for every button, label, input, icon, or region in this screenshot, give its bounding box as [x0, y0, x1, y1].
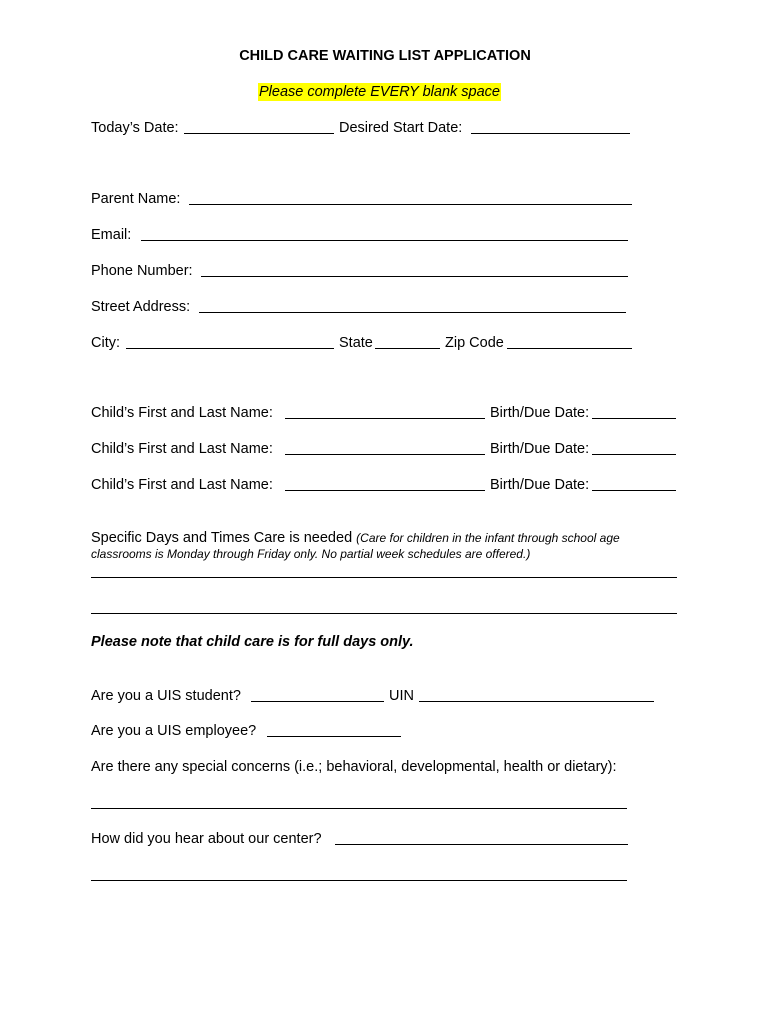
email-label: Email:	[91, 227, 132, 243]
start-date-label: Desired Start Date:	[339, 120, 463, 136]
complete-notice: Please complete EVERY blank space	[259, 84, 500, 100]
schedule-field-line2[interactable]	[91, 613, 677, 614]
child-name-label: Child’s First and Last Name:	[91, 405, 273, 421]
special-concerns-field[interactable]	[91, 808, 627, 809]
special-concerns-label: Are there any special concerns (i.e.; behavioral, developmental, health or dietary):	[91, 759, 617, 775]
start-date-field[interactable]	[471, 133, 630, 134]
phone-label: Phone Number:	[91, 263, 193, 279]
schedule-note-line2: classrooms is Monday through Friday only. No partial week schedules are offered.)	[91, 547, 531, 561]
state-field[interactable]	[375, 348, 440, 349]
uis-student-label: Are you a UIS student?	[91, 688, 241, 704]
state-label: State	[339, 335, 373, 351]
phone-field[interactable]	[201, 276, 628, 277]
child-birth-label: Birth/Due Date:	[490, 441, 590, 457]
child-birth-label: Birth/Due Date:	[490, 405, 590, 421]
email-field[interactable]	[141, 240, 628, 241]
child-birth-field[interactable]	[592, 454, 676, 455]
child-name-field[interactable]	[285, 418, 485, 419]
schedule-field-line1[interactable]	[91, 577, 677, 578]
city-field[interactable]	[126, 348, 334, 349]
child-name-field[interactable]	[285, 454, 485, 455]
uin-field[interactable]	[419, 701, 654, 702]
todays-date-label: Today’s Date:	[91, 120, 179, 136]
parent-name-field[interactable]	[189, 204, 632, 205]
zip-field[interactable]	[507, 348, 632, 349]
child-birth-field[interactable]	[592, 418, 676, 419]
child-name-field[interactable]	[285, 490, 485, 491]
schedule-label: Specific Days and Times Care is needed	[91, 530, 353, 546]
hear-about-field[interactable]	[335, 844, 628, 845]
todays-date-field[interactable]	[184, 133, 334, 134]
street-label: Street Address:	[91, 299, 191, 315]
parent-name-label: Parent Name:	[91, 191, 181, 207]
child-birth-field[interactable]	[592, 490, 676, 491]
hear-about-field-line2[interactable]	[91, 880, 627, 881]
form-title: CHILD CARE WAITING LIST APPLICATION	[239, 48, 531, 64]
child-name-label: Child’s First and Last Name:	[91, 477, 273, 493]
uis-employee-field[interactable]	[267, 736, 401, 737]
street-field[interactable]	[199, 312, 626, 313]
uis-student-field[interactable]	[251, 701, 384, 702]
full-day-note: Please note that child care is for full days only.	[91, 634, 414, 650]
uin-label: UIN	[389, 688, 414, 704]
hear-about-label: How did you hear about our center?	[91, 831, 322, 847]
child-birth-label: Birth/Due Date:	[490, 477, 590, 493]
zip-label: Zip Code	[445, 335, 504, 351]
uis-employee-label: Are you a UIS employee?	[91, 723, 257, 739]
city-label: City:	[91, 335, 120, 351]
child-name-label: Child’s First and Last Name:	[91, 441, 273, 457]
schedule-note-line1: (Care for children in the infant through school age	[356, 531, 620, 545]
